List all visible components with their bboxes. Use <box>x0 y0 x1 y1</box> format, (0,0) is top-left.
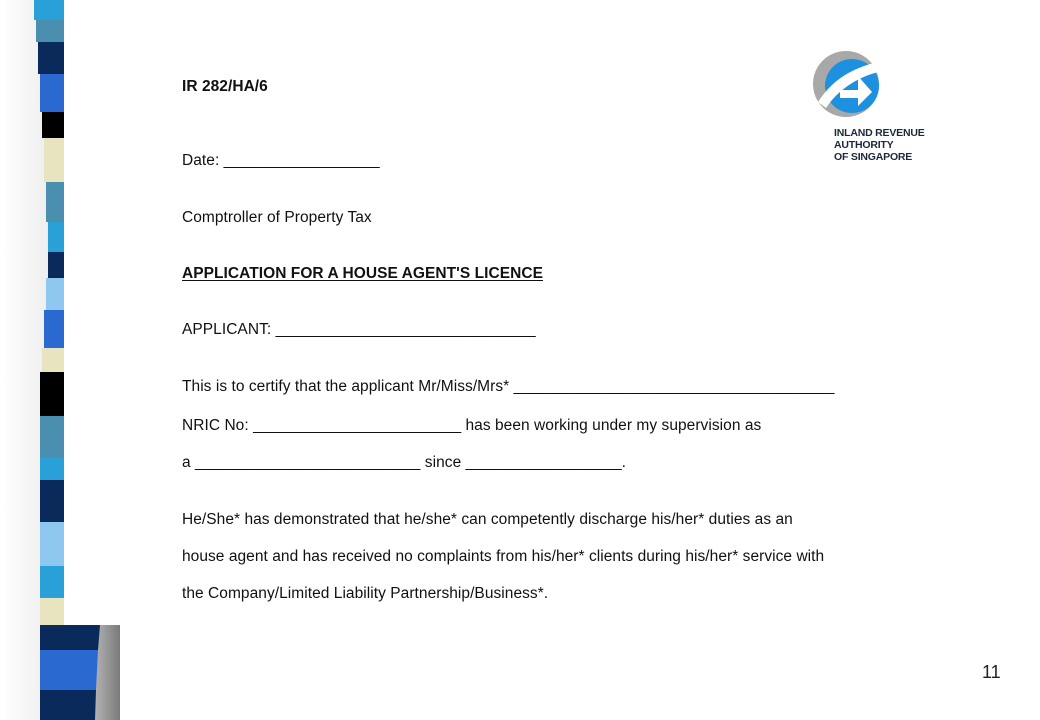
logo-line-2: AUTHORITY <box>834 139 894 151</box>
logo-line-3: OF SINGAPORE <box>834 151 913 163</box>
paragraph-line-3: the Company/Limited Liability Partnership/Business*. <box>182 585 549 602</box>
addressee: Comptroller of Property Tax <box>182 209 372 226</box>
logo-line-1: INLAND REVENUE <box>834 127 925 139</box>
applicant-field-line: APPLICANT: ______________________________ <box>182 321 536 338</box>
paragraph-line-1: He/She* has demonstrated that he/she* can competently discharge his/her* duties as an <box>182 511 793 528</box>
form-code: IR 282/HA/6 <box>182 78 268 95</box>
paragraph-line-2: house agent and has received no complaints from his/her* clients during his/her* service with <box>182 548 825 565</box>
date-field-line: Date: __________________ <box>182 152 380 169</box>
certify-line: This is to certify that the applicant Mr/Miss/Mrs* _____________________________________ <box>182 378 835 395</box>
document-heading: APPLICATION FOR A HOUSE AGENT'S LICENCE <box>182 265 544 282</box>
page-number: 11 <box>982 662 1001 682</box>
nric-line: NRIC No: ________________________ has been working under my supervision as <box>182 417 762 434</box>
position-since-line: a __________________________ since __________________. <box>182 454 627 471</box>
